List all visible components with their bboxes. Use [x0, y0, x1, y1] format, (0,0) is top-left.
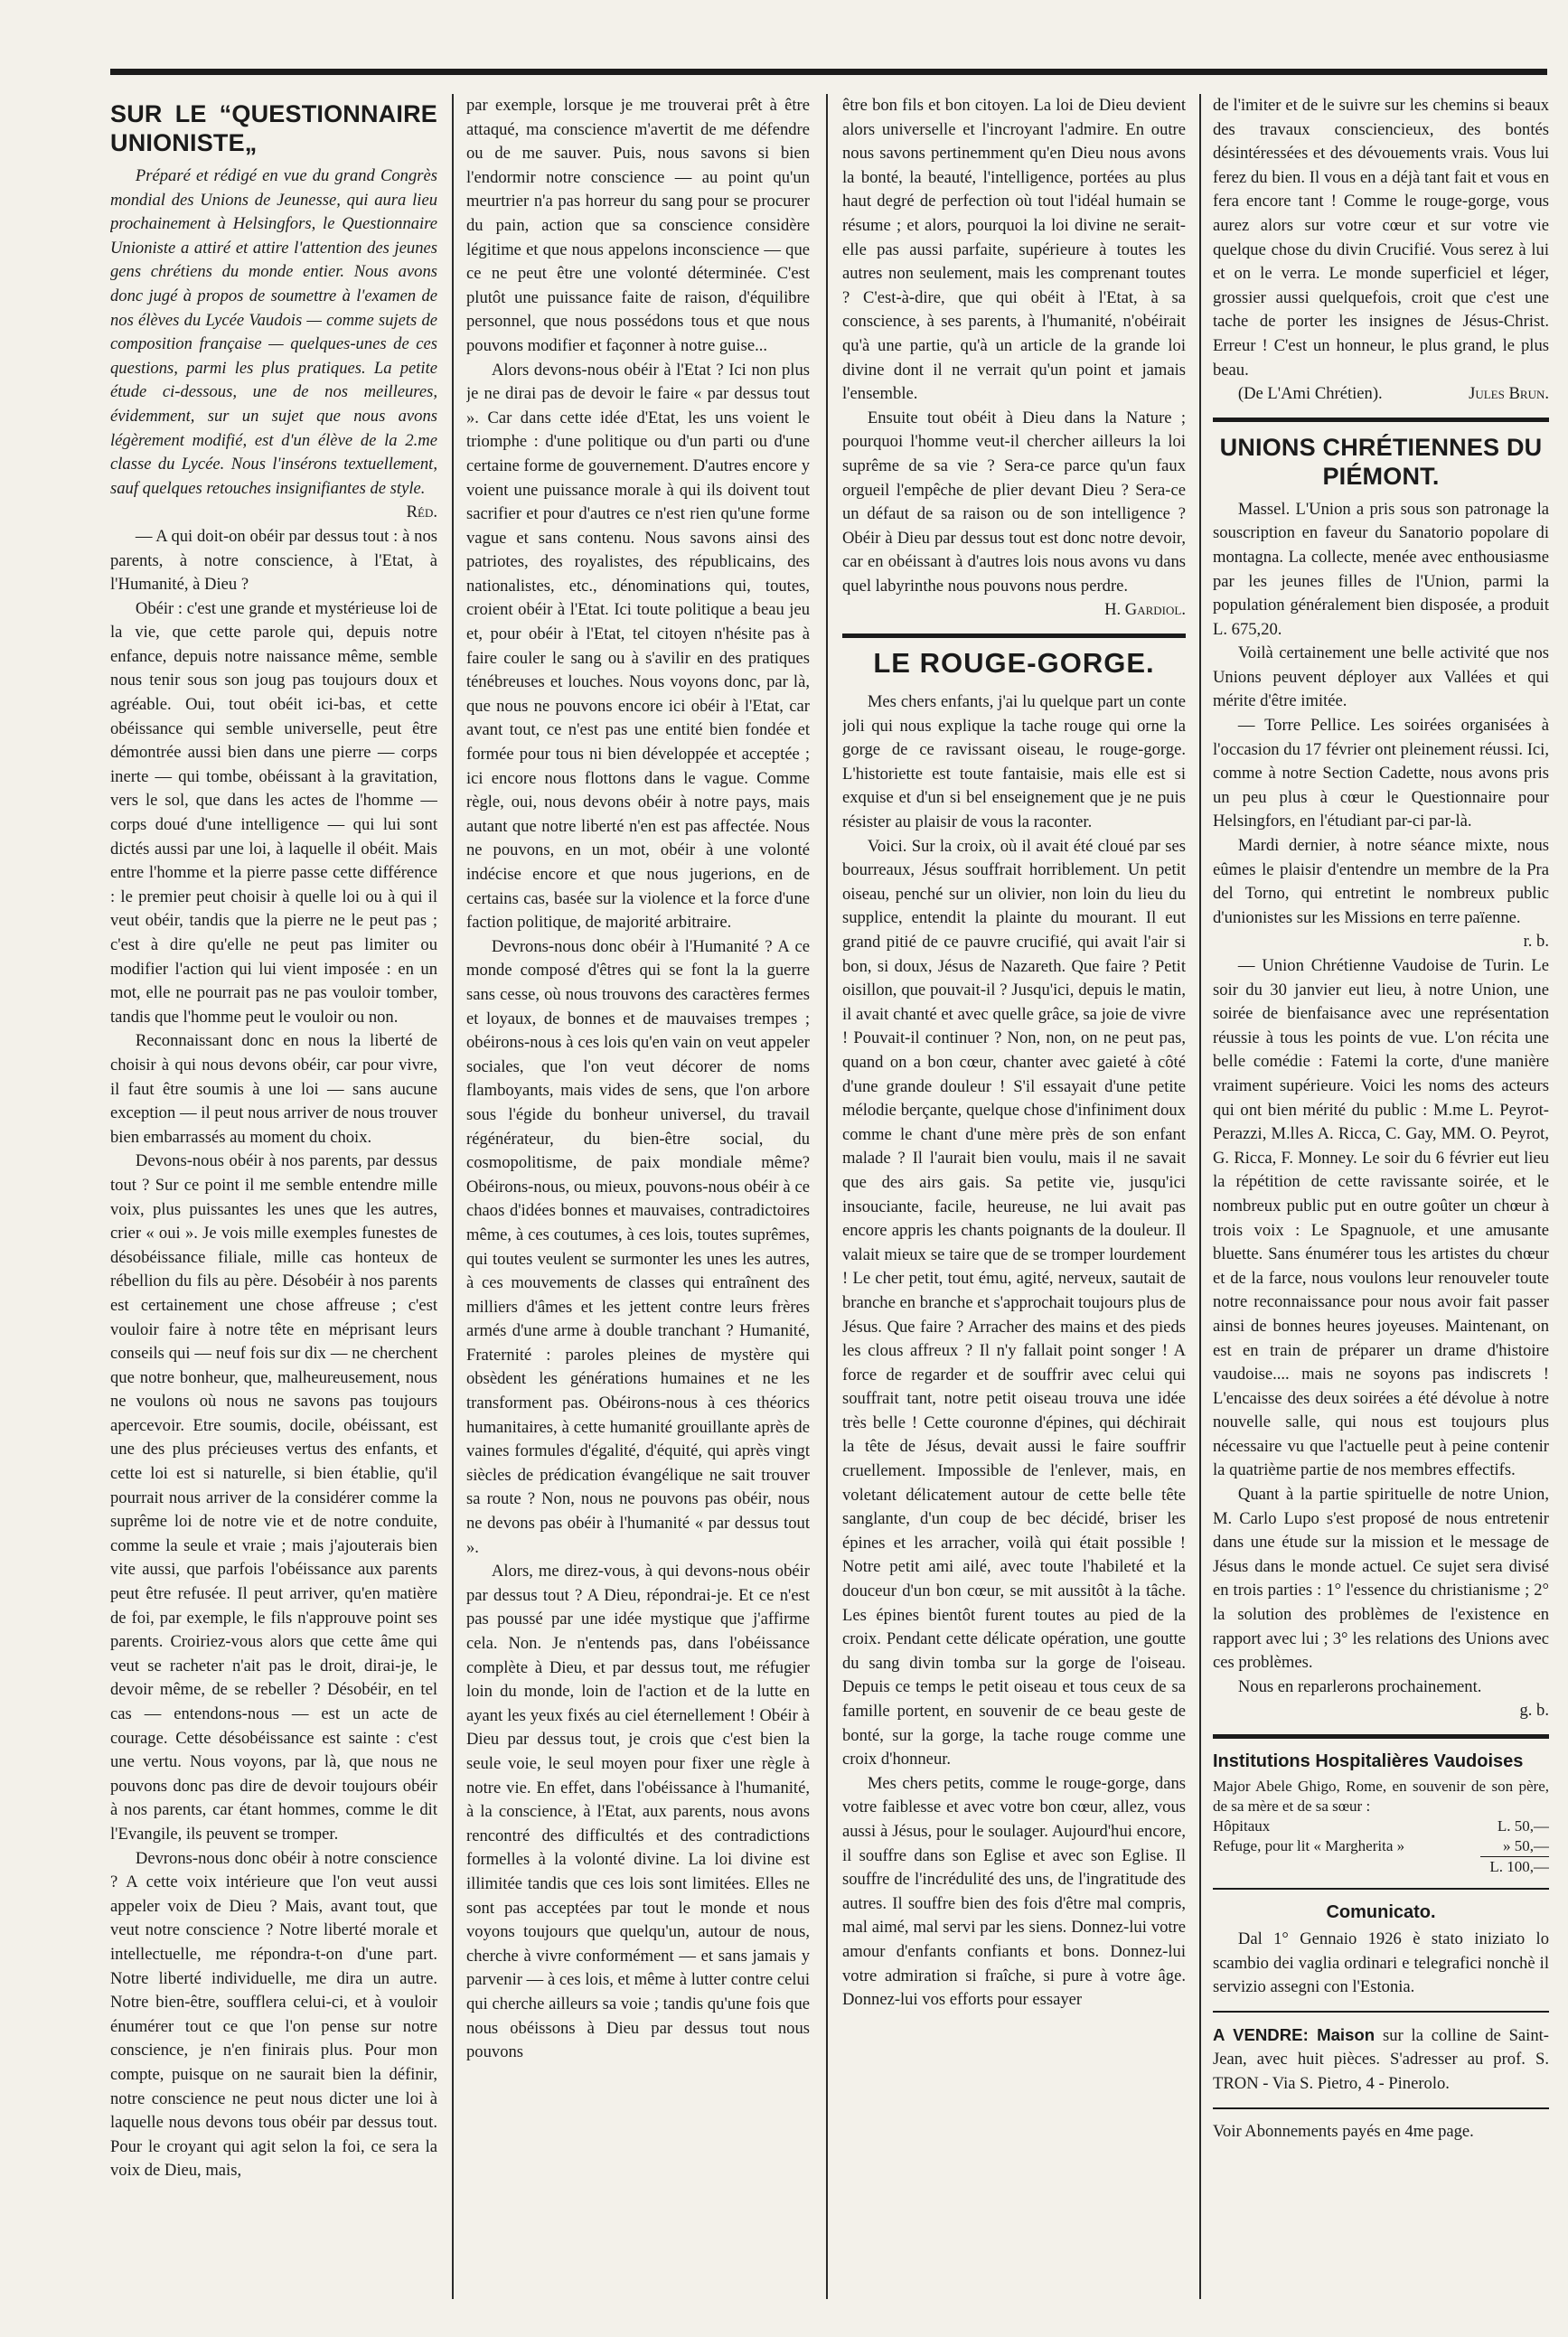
paragraph: Alors, me direz-vous, à qui devons-nous obéir par dessus tout ? A Dieu, répondrai-je. Et ce n'est pas poussé par une idée mystique que j'affirme cela. Non. Je n'entends pas, dans l'obéissance complète à Dieu, et par dessus tout, me réfugier loin du monde, loin de l'action et de la lutte en ayant les yeux fixés au ciel éternellement ! Obéir à Dieu par dessus tout, je crois que c'est bien la seule voie, le seul moyen pour fixer une règle à notre vie. En effet, dans l'obéissance à l'humanité, à la conscience, à l'Etat, aux parents, nous avons rencontré des difficultés et des contradictions formelles à la volonté divine. La loi divine est illimitée tandis que ces lois sont limitées. Elles ne sont pas acceptées par tout le monde et nous voyons toujours que quelqu'un, autour de nous, cherche à vivre conformément — et sans jamais y parvenir — à ces lois, et même à lutter contre celui qui cherche ailleurs sa voie ; tandis qu'une fois que nous obéissons à Dieu par dessus tout nous pouvons: [466, 1562, 810, 2062]
paragraph: Devrons-nous donc obéir à l'Humanité ? A ce monde composé d'êtres qui se font la la guerre sans cesse, où nous trouvons des caractères fermes et loyaux, de bonnes et de mauvaises trempes ; obéirons-nous à ces lois qu'en vain on veut appeler sociales, que l'on veut décorer de noms flamboyants, mais vides de sens, que l'on arbore sous l'égide du bonheur universel, du travail régénérateur, du bien-être social, du cosmopolitisme, de paix mondiale même? Obéirons-nous, ou mieux, pouvons-nous obéir à ce chaos d'idées bonnes et mauvaises, contradictoires même, à ces coutumes, à ces lois, toutes suprêmes, qui toutes veulent se surmonter les unes les autres, à ces mouvements de classes qui entraînent des milliers d'âmes et les jettent contre leurs frères armés d'une arme à double tranchant ? Humanité, Fraternité : paroles pleines de mystère qui obsèdent les générations humaines et ne les transforment pas. Obéirons-nous à ces théorics humanitaires, à cette humanité grouillante après de vaines formules d'égalité, d'équité, qui après vingt siècles de prédication évangélique ne sait trouver sa route ? Non, nous ne pouvons pas obéir, nous ne devons pas obéir à l'humanité « par dessus tout ».: [466, 936, 810, 1557]
section-rule: [1213, 2107, 1549, 2109]
paragraph: Nous en reparlerons prochainement.: [1237, 1676, 1482, 1696]
voir-abonnements: Voir Abonnements payés en 4me page.: [1213, 2121, 1474, 2141]
paragraph: Mes chers petits, comme le rouge-gorge, dans votre faiblesse et avec votre bon cœur, allez, vous aussi à Jésus, pour le soulager. Aujourd'hui encore, il souffre dans son Eglise et avec son Eglise. Il souffre de l'incrédulité des uns, de l'ingratitude des autres. Il souffre bien des fois d'être mal compris, mal aimé, mal servi par les siens. Donnez-lui votre amour d'enfants confiants et bons. Donnez-lui votre admiration si fraîche, si pure à votre âge. Donnez-lui vos efforts pour essayer: [842, 1773, 1186, 2010]
a-vendre-text: sur la colline de Saint-Jean, avec huit pièces. S'adresser au prof. S. TRON - Via S. Pietro, 4 - Pinerolo.: [1213, 2025, 1549, 2093]
paragraph: Voilà certainement une belle activité que nos Unions peuvent déployer aux Vallées et qui mérite d'être imitée.: [1213, 643, 1549, 711]
piemont-title: UNIONS CHRÉTIENNES DU PIÉMONT.: [1219, 433, 1543, 490]
column-1: [110, 94, 437, 2299]
rouge-gorge-credits: [1213, 382, 1549, 407]
paragraph: de l'imiter et de le suivre sur les chemins si beaux des travaux consciencieux, des bontés désintéressées et des dévouements vrais. Vous lui ferez du bien. Il vous en a déjà tant fait et vous en fera encore tant ! Comme le rouge-gorge, vous aurez alors sur votre cœur et sur votre vie quelque chose du divin Crucifié. Vous serez à lui et on le verra. Le monde superficiel et léger, grossier aussi quelquefois, croit que c'est une tache de porter les insignes de Jésus-Christ. Erreur ! C'est un honneur, le plus grand, le plus beau.: [1213, 96, 1549, 380]
donation-line: Major Abele Ghigo, Rome, en souvenir de son père, de sa mère et de sa sœur :: [1213, 1778, 1549, 1815]
paragraph: Devrons-nous donc obéir à notre conscience ? A cette voix intérieure que l'on veut aussi appeler voix de Dieu ? Mais, avant tout, que veut notre conscience ? Notre liberté morale et intellectuelle, me répondra-t-on d'une part. Notre liberté individuelle, me dira un autre. Notre bien-être, soufflera celui-ci, et à vouloir énumérer tout ce que l'on pense sur notre conscience, je n'en finirais plus. Pour mon compte, puisque on ne saurait bien la définir, notre conscience ne peut nous dicter une loi à laquelle nous devons tous obéir par dessus tout. Pour le croyant qui agit selon la foi, ce sera la voix de Dieu, mais,: [110, 1848, 437, 2181]
intro-signature: Réd.: [406, 502, 437, 522]
communicato-text: Dal 1° Gennaio 1926 è stato iniziato lo scambio dei vaglia ordinari e telegrafici nonchè il servizio assegni con l'Estonia.: [1213, 1929, 1549, 1997]
paragraph: Mardi dernier, à notre séance mixte, nous eûmes le plaisir d'entendre un membre de la Pra del Torno, qui entretint le nombreux public d'unionistes sur les Missions en terre païenne.: [1213, 836, 1549, 927]
donation-label: Refuge, pour lit « Margherita »: [1213, 1837, 1405, 1854]
paragraph: par exemple, lorsque je me trouverai prêt à être attaqué, ma conscience m'avertit de me défendre ou de me sauver. Puis, nous savons si bien l'endormir notre conscience — au point qu'un meurtrier n'a pas horreur du sang pour se procurer du pain, action que sa conscience considère légitime et que nous appelons inconscience — que ce ne peut être une volonté déterminée. C'est plutôt une puissance faite de raison, d'équilibre personnel, que nous possédons tous et que nous pouvons modifier et façonner à notre guise...: [466, 96, 810, 355]
column-rule: [452, 94, 454, 2299]
initials: g. b.: [1519, 1701, 1549, 1721]
donation-label: Hôpitaux: [1213, 1817, 1271, 1835]
paragraph: — A qui doit-on obéir par dessus tout : à nos parents, à notre conscience, à l'Etat, à l'Humanité, à Dieu ?: [110, 526, 437, 595]
section-rule: [842, 634, 1186, 638]
section-rule: [1213, 1734, 1549, 1739]
donation-total-row: [1213, 1856, 1549, 1877]
section-rule: [1213, 1888, 1549, 1890]
top-rule: [110, 69, 1547, 75]
section-rule: [1213, 418, 1549, 422]
author-signature: Jules Brun.: [1469, 384, 1549, 404]
paragraph: être bon fils et bon citoyen. La loi de Dieu devient alors universelle et l'incroyant l'admire. En outre nous savons pertinemment qu'en Dieu nous avons la bonté, la beauté, l'intelligence, portées au plus haut degré de perfection où tout l'idéal humain se résume ; et alors, pourquoi la loi divine ne serait-elle pas aussi parfaite, supérieure à toutes les autres non seulement, mais les comprenant toutes ? C'est-à-dire, que qui obéit à l'Etat, à sa conscience, à ses parents, à l'humanité, n'obéirait qu'à une partie, qu'à un article de la grande loi divine dont il ne verrait qu'un point et jamais l'ensemble.: [842, 96, 1186, 404]
paragraph: Mes chers enfants, j'ai lu quelque part un conte joli qui nous explique la tache rouge qui orne la gorge de ce ravissant oiseau, le rouge-gorge. L'historiette est toute fantaisie, mais elle est si exquise et d'un si bel enseignement que je ne puis résister au plaisir de vous la raconter.: [842, 692, 1186, 832]
questionnaire-intro: Préparé et rédigé en vue du grand Congrès mondial des Unions de Jeunesse, qui aura lieu prochainement à Helsingfors, le Questionnaire Unioniste a attiré et attire l'attention des jeunes gens chrétiens du monde entier. Nous avons donc jugé à propos de soumettre à l'examen de nos élèves du Lycée Vaudois — comme sujets de composition française — quelques-unes de ces questions, parmi les plus pratiques. La petite étude ci-dessous, une de nos meilleures, évidemment, sur un sujet que nous avons légèrement modifié, est d'un élève de la 2.me classe du Lycée. Nous l'insérons textuellement, sauf quelques retouches insignifiantes de style.: [110, 166, 437, 498]
paragraph: Alors devons-nous obéir à l'Etat ? Ici non plus je ne dirai pas de devoir le faire « par dessus tout ». Car dans cette idée d'Etat, les uns voient le triomphe : d'une politique ou d'un parti ou d'une certaine forme de gouvernement. D'autres encore y voient une puissance morale à qui ils doivent tout sacrifier et pour d'autres ce n'est rien qu'une forme vague et sans contenu. Nous savons ainsi des patriotes, des royalistes, des républicains, des nationalistes, etc., dénominations qui, toutes, croient obéir à l'Etat. Ici toute politique a beau jeu et, pour obéir à l'Etat, tel citoyen n'hésite pas à faire couler le sang ou à s'avilir en des pratiques ténébreuses et louches. Nous voyons donc, par là, que nous ne pouvons encore ici obéir à l'Etat, car avant tout, ce n'est pas une entité bien fondée et formée pour tous ni bien développée et acceptée ; ici encore nous flottons dans le vague. Comme règle, oui, nous devons obéir à notre pays, mais autant que notre liberté n'en est pas affectée. Nous ne pouvons, en un mot, obéir à une volonté indécise encore et que nous jugerions, en de certains cas, basée sur la violence et la force d'une faction politique, de majorité arbitraire.: [466, 360, 810, 933]
source-credit: (De L'Ami Chrétien).: [1237, 384, 1383, 404]
questionnaire-title: SUR LE “QUESTIONNAIRE UNIONISTE„: [110, 100, 437, 156]
paragraph: Ensuite tout obéit à Dieu dans la Nature ; pourquoi l'homme veut-il chercher ailleurs la loi suprême de sa vie ? Sera-ce parce qu'un faux orgueil l'empêche de plier devant Dieu ? Sera-ce un défaut de sa raison ou de son intelligence ? Obéir à Dieu par dessus tout est donc notre devoir, car en obéissant à d'autres lois nous avons vu dans quel labyrinthe nous pouvons nous perdre.: [842, 408, 1186, 596]
author-signature: H. Gardiol.: [1104, 600, 1186, 620]
column-rule: [826, 94, 828, 2299]
paragraph: Obéir : c'est une grande et mystérieuse loi de la vie, que cette parole qui, depuis notre enfance, depuis notre naissance même, semble nous tenir sous son joug pas toujours doux et agréable. Oui, tout obéit ici-bas, et cette obéissance qui semble universelle, peut être démontrée aussi bien dans une pierre — corps inerte — qui tombe, obéissant à la gravitation, vers le sol, que dans les actes de l'homme — corps doué d'une intelligence — qui lui sont dictés aussi par une loi, à laquelle il obéit. Mais entre l'homme et la pierre passe cette différence : le premier peut choisir à quelle loi ou à qui il veut obéir, tandis que la pierre ne le peut pas ; c'est à dire qu'elle ne peut pas limiter ou modifier l'action qui lui vient imposée : en un mot, elle ne pourrait pas ne pas vouloir tomber, tandis que l'homme peut le vouloir ou non.: [110, 598, 437, 1027]
rouge-gorge-title: LE ROUGE-GORGE.: [873, 647, 1155, 680]
paragraph: Quant à la partie spirituelle de notre Union, M. Carlo Lupo s'est proposé de nous entretenir dans une étude sur la mission et le message de Jésus dans le monde actuel. Ce sujet sera divisé en trois parties : 1° l'essence du christianisme ; 2° la solution des problèmes de l'existence en rapport avec lui ; 3° les relations des Unions avec ces problèmes.: [1213, 1485, 1549, 1673]
column-2: [466, 94, 810, 2299]
a-vendre-lead: A VENDRE: Maison: [1213, 2024, 1376, 2044]
initials: r. b.: [1523, 932, 1549, 952]
column-4: [1213, 94, 1549, 2299]
paragraph: — Torre Pellice. Les soirées organisées à l'occasion du 17 février ont pleinement réussi. Ici, comme à notre Section Cadette, nous avons pris un peu plus à cœur le Questionnaire pour Helsingfors, en l'étudiant par-ci par-là.: [1213, 716, 1549, 831]
a-vendre-notice: [1213, 2023, 1549, 2097]
section-rule: [1213, 2011, 1549, 2013]
donation-row: [1213, 1836, 1549, 1856]
donation-row: [1213, 1816, 1549, 1836]
paragraph: Devons-nous obéir à nos parents, par dessus tout ? Sur ce point il me semble entendre mille voix, plus puissantes les unes que les autres, crier « oui ». Je vois mille exemples funestes de désobéissance filiale, mille cas honteux de rébellion du fils au père. Désobéir à nos parents est certainement une chose affreuse ; c'est vouloir faire à notre tête en méprisant leurs conseils qui — neuf fois sur dix — ne cherchent que notre bonheur, que, malheureusement, nous ne voulons où nous ne savons pas toujours apercevoir. Etre soumis, docile, obéissant, est une des plus précieuses vertus des enfants, et cette loi est si naturelle, si bien établie, qu'il pourrait nous arriver de la considérer comme la suprême loi de notre vie et de notre conduite, comme la seule et vraie ; mais j'ajouterais bien vite aussi, que parfois l'obéissance aux parents peut être refusée. Il peut arriver, qu'en matière de foi, par exemple, le fils n'approuve point ses parents. Croiriez-vous alors que cette âme qui veut se racheter n'ait pas le droit, dirai-je, le devoir même, de se rebeller ? Désobéir, en tel cas — entendons-nous — est un acte de courage. Cette désobéissance est sainte : c'est une vertu. Nous voyons, par là, que nous ne pouvons donc pas dire de devoir toujours obéir à nos parents, car étant hommes, comme le dit l'Evangile, ils peuvent se tromper.: [110, 1151, 437, 1844]
paragraph: Voici. Sur la croix, où il avait été cloué par ses bourreaux, Jésus souffrait horriblement. Un petit oiseau, penché sur un olivier, non loin du lieu du supplice, entendit la plainte du mourant. Il eut grand pitié de ce pauvre crucifié, qui avait l'air si bon, si doux, Jésus de Nazareth. Que faire ? Petit oisillon, que pouvait-il ? Jusqu'ici, depuis le matin, il avait chanté et avec quelle grâce, sa joie de vivre ! Pouvait-il continuer ? Non, non, on ne peut pas, quand on a bon cœur, chanter avec gaieté à côté d'une grande douleur ! S'il essayait d'une petite mélodie berçante, quelque chose d'infiniment doux comme le chant d'une mère près de son enfant malade ? Il l'aurait bien voulu, mais il ne savait que des airs gais. Sa petite vie, jusqu'ici insouciante, facile, heureuse, ne lui avait pas encore appris les chants poignants de la douleur. Il valait mieux se taire que de se tromper lourdement ! Le cher petit, tout ému, agité, nerveux, sautait de branche en branche et s'approchait toujours plus de Jésus. Que faire ? Arracher des mains et des pieds les clous affreux ? Il n'y fallait point songer ! A force de regarder et de souffrir avec celui qui souffrait tant, notre petit oiseau trouva une idée très belle ! Cette couronne d'épines, qui déchirait la tête de Jésus, devait aussi le faire souffrir cruellement. Impossible de l'enlever, mais, en voletant délicatement autour de cette belle tête sanglante, d'un coup de bec décidé, briser les épines et les arracher, voilà qui était possible ! Notre petit ami ailé, avec toute l'habileté et la douceur d'un bon cœur, se mit aussitôt à la tâche. Les épines bientôt furent toutes au pied de la croix. Pendant cette délicate opération, une goutte du sang divin tomba sur la gorge de l'oiseau. Depuis ce temps le petit oiseau et tous ceux de sa famille portent, en souvenir de ce beau geste de bonté, sur la gorge, la tache rouge comme une croix d'honneur.: [842, 836, 1186, 1769]
column-3: [842, 94, 1186, 2299]
communicato-title: Comunicato.: [1326, 1902, 1436, 1922]
donation-total: L. 100,—: [1480, 1856, 1549, 1877]
donation-amount: » 50,—: [1503, 1837, 1549, 1854]
paragraph: Reconnaissant donc en nous la liberté de choisir à qui nous devons obéir, car pour vivre, il faut être soumis à une loi — sans aucune exception — il peut nous arriver de nous trouver bien embarrassés au moment du choix.: [110, 1031, 437, 1147]
column-rule: [1199, 94, 1201, 2299]
donation-amount: L. 50,—: [1497, 1817, 1549, 1835]
institutions-title: Institutions Hospitalières Vaudoises: [1213, 1751, 1524, 1771]
paragraph: — Union Chrétienne Vaudoise de Turin. Le soir du 30 janvier eut lieu, à notre Union, une soirée de bienfaisance avec une représentation réussie à tous les points de vue. L'on récita une belle comédie : Fatemi la corte, d'une manière vraiment supérieure. Voici les noms des acteurs qui ont bien mérité du public : M.me L. Peyrot-Perazzi, M.lles A. Ricca, C. Gay, MM. O. Peyrot, G. Ricca, F. Monney. Le soir du 6 février eut lieu la répétition de cette ravissante soirée, et le nombreux public put en outre goûter un chœur à trois voix : Le Spagnuole, et une amusante bluette. Sans énumérer tous les artistes du chœur et de la farce, nous voulons leur renouveler toute notre reconnaissance pour nous avoir fait passer ainsi de bonnes heures joyeuses. Maintenant, on est en train de préparer un drame d'histoire vaudoise.... mais ne soyons pas indiscrets ! L'encaisse des deux soirées a été dévolue à notre nouvelle salle, qui nous est toujours plus nécessaire vu que l'actuelle peut à peine contenir la quatrième partie de nos membres effectifs.: [1213, 956, 1549, 1480]
paragraph: Massel. L'Union a pris sous son patronage la souscription en faveur du Sanatorio popolare di montagna. La collecte, menée avec enthousiasme par les jeunes filles de l'Union, parmi la population généralement bien disposée, a produit L. 675,20.: [1213, 499, 1549, 639]
